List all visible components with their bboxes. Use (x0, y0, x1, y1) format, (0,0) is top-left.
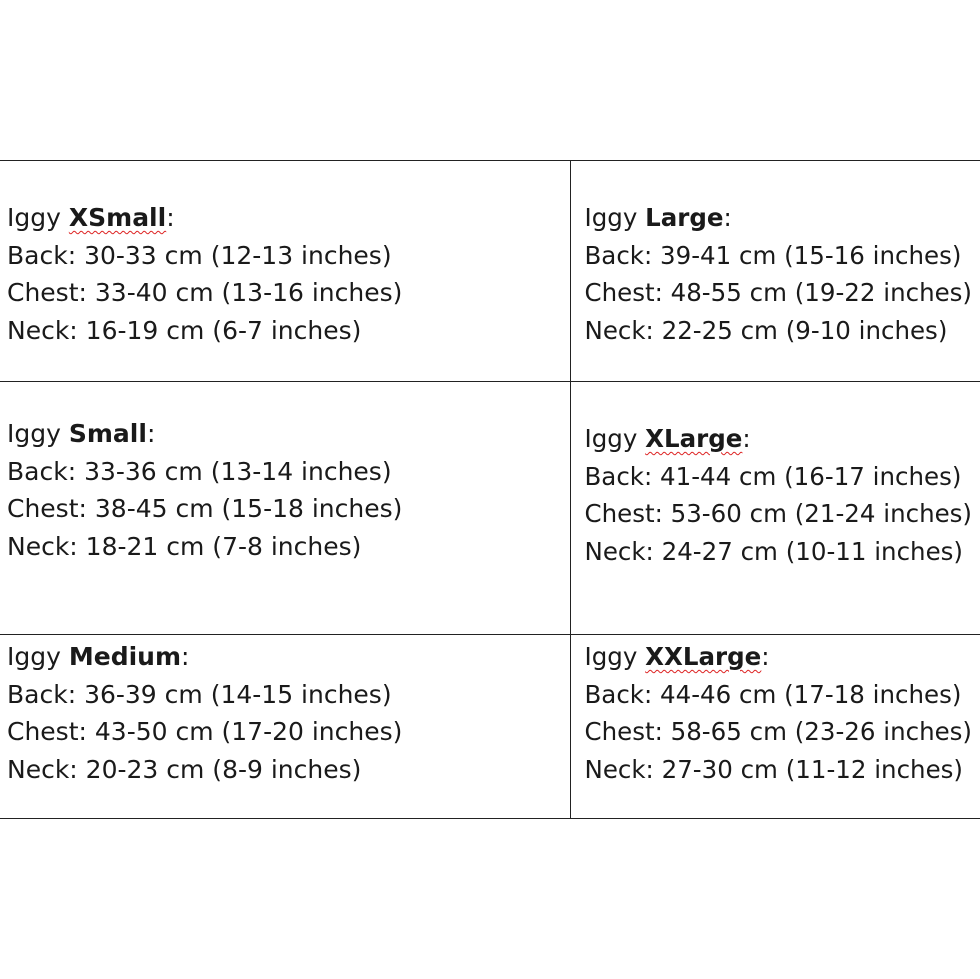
table-row (0, 635, 980, 819)
neck-measurement: Neck: 24-27 cm (10-11 inches) (584, 536, 963, 566)
back-measurement: Back: 41-44 cm (16-17 inches) (584, 461, 962, 491)
chest-measurement: Chest: 38-45 cm (15-18 inches) (7, 494, 403, 523)
size-prefix: Iggy (7, 419, 69, 448)
size-heading (7, 199, 570, 237)
size-suffix: : (146, 419, 156, 448)
table-row (0, 382, 980, 635)
size-prefix: Iggy (7, 642, 69, 671)
size-cell-xlarge (570, 382, 980, 635)
size-chart-table (0, 160, 980, 819)
back-measurement: Back: 39-41 cm (15-16 inches) (584, 240, 962, 270)
size-heading (7, 415, 570, 453)
chest-measurement: Chest: 58-65 cm (23-26 inches) (584, 717, 972, 746)
size-suffix: : (166, 203, 175, 232)
size-suffix: : (723, 203, 732, 232)
size-name: Small (68, 419, 147, 448)
size-suffix: : (181, 642, 190, 671)
back-measurement: Back: 30-33 cm (12-13 inches) (7, 240, 392, 270)
size-cell-large (570, 161, 980, 382)
size-suffix: : (761, 642, 770, 671)
size-heading (585, 420, 980, 458)
size-name: Large (645, 203, 724, 232)
size-heading (585, 199, 980, 237)
size-prefix: Iggy (584, 642, 646, 671)
size-cell-small (0, 382, 570, 635)
chest-measurement: Chest: 33-40 cm (13-16 inches) (7, 278, 403, 307)
size-prefix: Iggy (584, 424, 646, 453)
size-cell-xxlarge (570, 635, 980, 819)
size-name: Medium (68, 642, 182, 671)
size-name: XLarge (645, 424, 743, 453)
neck-measurement: Neck: 22-25 cm (9-10 inches) (584, 315, 948, 345)
size-name: XXLarge (645, 642, 762, 671)
chest-measurement: Chest: 53-60 cm (21-24 inches) (584, 499, 972, 528)
chest-measurement: Chest: 48-55 cm (19-22 inches) (584, 278, 972, 307)
size-heading (585, 638, 980, 676)
size-name: XSmall (68, 203, 167, 232)
chest-measurement: Chest: 43-50 cm (17-20 inches) (7, 717, 403, 746)
back-measurement: Back: 44-46 cm (17-18 inches) (584, 679, 962, 709)
size-cell-medium (0, 635, 570, 819)
neck-measurement: Neck: 18-21 cm (7-8 inches) (7, 531, 362, 561)
size-prefix: Iggy (584, 203, 646, 232)
back-measurement: Back: 33-36 cm (13-14 inches) (7, 456, 392, 486)
neck-measurement: Neck: 27-30 cm (11-12 inches) (584, 754, 963, 784)
back-measurement: Back: 36-39 cm (14-15 inches) (7, 679, 392, 709)
neck-measurement: Neck: 16-19 cm (6-7 inches) (7, 315, 362, 345)
size-prefix: Iggy (7, 203, 69, 232)
size-cell-xsmall (0, 161, 570, 382)
size-heading (7, 638, 570, 676)
size-suffix: : (742, 424, 751, 453)
table-row (0, 161, 980, 382)
neck-measurement: Neck: 20-23 cm (8-9 inches) (7, 754, 362, 784)
